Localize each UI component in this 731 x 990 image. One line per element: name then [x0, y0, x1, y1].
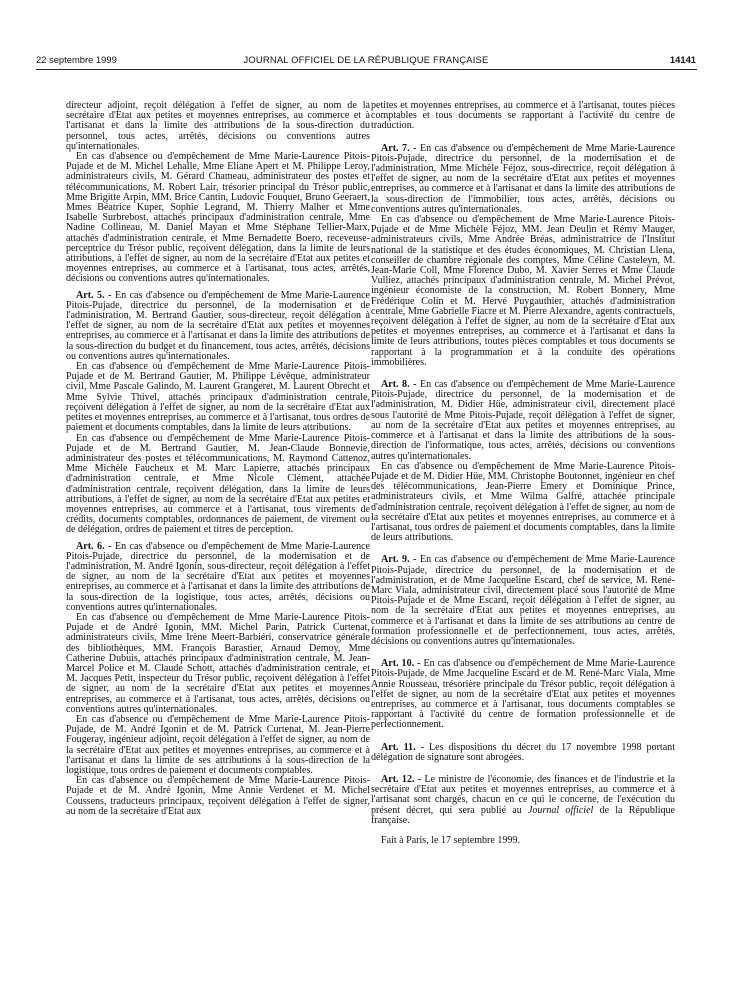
page-header: [36, 52, 696, 68]
signature-text: Fait à Paris, le 17 septembre 1999.: [381, 835, 520, 846]
journal-title: JOURNAL OFFICIEL DE LA RÉPUBLIQUE FRANÇAISE: [243, 54, 489, 65]
article-label: Art. 11. -: [381, 741, 424, 753]
left-column: [66, 101, 370, 817]
paragraph: [66, 715, 370, 776]
paragraph-text: petites et moyennes entreprises, au commerce et à l'artisanat, toutes pièces comptables et tous documents se rapportant à l'activité du centre de traduction.: [371, 100, 675, 132]
article: [66, 291, 370, 362]
article-text: Le ministre de l'économie, des finances et de l'industrie et la secrétaire d'Etat aux petites et moyennes entreprises, au commerce et à l'artisanat sont chargés, chacun en ce qui le concerne, de l'exécution du présent décret, qui sera publié au: [371, 773, 676, 816]
issue-date: 22 septembre 1999: [36, 54, 117, 65]
article: [66, 542, 370, 613]
article-text: En cas d'absence ou d'empêchement de Mme Marie-Laurence Pitois-Pujade, directrice du personnel, de la modernisation et de l'administration, M. Bertrand Gautier, sous-directeur, reçoit délégation à l'effet de signer, au nom de la secrétaire d'Etat aux petites et moyennes entreprises, au commerce et à l'artisanat et dans la limite des attributions de la sous-direction du budget et du financement, tous actes, arrêtés, décisions ou conventions autres qu'internationales.: [66, 289, 371, 362]
paragraph-text: En cas d'absence ou d'empêchement de Mme Marie-Laurence Pitois-Pujade et de M. Bertrand Gautier, M. Philippe Lévêque, administrateur civil, Mme Pascale Galindo, M. Laurent Grangeret, M. Laurent Obrecht et Mme Sylvie Thivel, attachés principaux d'administration centrale, reçoivent délégation à l'effet de signer, au nom de la secrétaire d'Etat aux petites et moyennes entreprises, au commerce et à l'artisanat, tous ordres de paiement et documents comptables, dans la limite de leurs attributions.: [66, 361, 370, 434]
article-text: En cas d'absence ou d'empêchement de Mme Marie-Laurence Pitois-Pujade, directrice du personnel, de la modernisation et de l'administration, et de Mme Jacqueline Escard, chef de service, M. René-Marc Viala, administrateur civil, directement placé sous l'autorité de Mme Pitois-Pujade et de Mme Escard, reçoit délégation à l'effet de signer, au nom de la secrétaire d'Etat aux petites et moyennes entreprises, au commerce et à l'artisanat et dans la limite de ses attributions au centre de formation professionnelle et de perfectionnement, tous actes, arrêtés, décisions ou conventions autres qu'internationales.: [371, 554, 676, 647]
paragraph: [66, 613, 370, 715]
article-text: En cas d'absence ou d'empêchement de Mme Marie-Laurence Pitois-Pujade, directrice du personnel, de la modernisation et de l'administration, Mme Michèle Féjoz, sous-directrice, reçoit délégation à l'effet de signer, au nom de la secrétaire d'Etat aux petites et moyennes entreprises, au commerce et à l'artisanat et dans la limite des attributions de la sous-direction de l'immobilier, tous actes, arrêtés, décisions ou conventions autres qu'internationales.: [371, 142, 676, 215]
article-label: Art. 9. -: [381, 554, 417, 566]
signature-line: [371, 836, 675, 846]
paragraph-text: En cas d'absence ou d'empêchement de Mme Marie-Laurence Pitois-Pujade et de M. André Igonin, Mme Annie Verdenet et M. Michel Coussens, traducteurs principaux, reçoivent délégation à l'effet de signer, au nom de la secrétaire d'Etat aux: [66, 775, 370, 817]
article-label: Art. 10. -: [381, 658, 421, 670]
paragraph: [66, 362, 370, 433]
paragraph-text: En cas d'absence ou d'empêchement de Mme Marie-Laurence Pitois-Pujade et de André Igonin, MM. Michel Parin, Patrick Curtenat, administrateurs civils, Mme Irène Meert-Barbiéri, conservatrice générale des bibliothèques, MM. François Barastier, Arnaud Demoy, Mme Catherine Dubuis, attachés principaux d'administration centrale, M. Jean-Marcel Police et M. Claude Schott, attachés d'administration centrale, et M. Jacques Petit, inspecteur du Trésor public, reçoivent délégation à l'effet de signer, au nom de la secrétaire d'Etat aux petites et moyennes entreprises, au commerce et à l'artisanat, tous actes, arrêtés, décisions ou conventions autres qu'internationales.: [66, 611, 370, 715]
article-label: Art. 7. -: [381, 142, 417, 154]
right-column: [371, 101, 675, 846]
paragraph: [371, 215, 675, 368]
paragraph-text: En cas d'absence ou d'empêchement de Mme Marie-Laurence Pitois-Pujade, de M. André Igonin et de M. Patrick Curtenat, M. Jean-Pierre Fougeray, ingénieur adjoint, reçoit délégation à l'effet de signer, au nom de la secrétaire d'Etat aux petites et moyennes entreprises, au commerce et à l'artisanat et dans la limite de ses attributions à la sous-direction de la logistique, tous ordres de paiement et documents comptables.: [66, 713, 370, 776]
article-label: Art. 12. -: [381, 773, 422, 785]
paragraph-text: En cas d'absence ou d'empêchement de Mme Marie-Laurence Pitois-Pujade et de Mme Michèle Féjoz, MM. Jean Deulin et Rémy Mauger, administrateurs civils, Mme Andrée Bréas, administratrice de l'Institut national de la statistique et des études économiques, M. Christian Llena, conseiller de chambre régionale des comptes, Mme Céline Casteleyn, M. Jean-Marie Coll, Mme Florence Dubo, M. Xavier Serres et Mme Claude Vulliez, attachés principaux d'administration centrale, M. Michel Prévot, ingénieur économiste de la construction, M. Robert Bonnery, Mme Frédérique Colin et M. Hervé Puygauthier, attachés d'administration centrale, Mme Gabrielle Fiacre et M. Pierre Alexandre, agents contractuels, reçoivent délégation à l'effet de signer, au nom de la secrétaire d'Etat aux petites et moyennes entreprises, au commerce et à l'artisanat et dans la limite de leurs attributions, toutes pièces comptables et tous documents se rapportant à la programmation et à la conduite des opérations immobilières.: [371, 214, 675, 368]
article-text: En cas d'absence ou d'empêchement de Mme Marie-Laurence Pitois-Pujade, directrice du personnel, de la modernisation et de l'administration, M. André Igonin, sous-directeur, reçoit délégation à l'effet de signer, au nom de la secrétaire d'Etat aux petites et moyennes entreprises, au commerce et à l'artisanat et dans la limite des attributions de la sous-direction de la logistique, tous actes, arrêtés, décisions ou conventions autres qu'internationales.: [66, 540, 371, 613]
paragraph-text: directeur adjoint, reçoit délégation à l'effet de signer, au nom de la secrétaire d'Etat aux petites et moyennes entreprises, au commerce et à l'artisanat et dans la limite des attributions de la sous-direction du personnel, tous actes, arrêtés, décisions ou conventions autres qu'internationales.: [66, 100, 370, 152]
paragraph-text: En cas d'absence ou d'empêchement de Mme Marie-Laurence Pitois-Pujade et de M. Michel Lehalle, Mme Eliane Apert et M. Philippe Leroy, administrateurs civils, M. Gérard Chameau, administrateur des postes et télécommunications, M. Robert Lair, trésorier principal du Trésor public, Mme Brigitte Arpin, MM. Brice Cantin, Ludovic Fouquet, Bruno Geeraert, Mmes Béatrice Kuper, Sophie Legrand, M. Thierry Malher et Mme Isabelle Surbrebost, attachés principaux d'administration centrale, Mme Nadine Collineau, M. Daniel Mayan et Mme Stéphane Tellier-Marx, attachés d'administration centrale, et Mme Bernadette Boero, receveuse-perceptrice du Trésor public, reçoivent délégation, dans la limite de leurs attributions, à l'effet de signer, au nom de la secrétaire d'Etat aux petites et moyennes entreprises, au commerce et à l'artisanat, tous actes, arrêtés, décisions ou conventions autres qu'internationales.: [66, 151, 370, 285]
paragraph-text: En cas d'absence ou d'empêchement de Mme Marie-Laurence Pitois-Pujade et de M. Didier Hüe, MM. Christophe Boutonnet, ingénieur en chef des télécommunications, Jean-Pierre Emery et Dominique Prince, administrateurs civils, et Mme Wilma Galfré, attachée principale d'administration centrale, reçoivent délégation à l'effet de signer, au nom de la secrétaire d'Etat aux petites et moyennes entreprises, au commerce et à l'artisanat, tous ordres de paiement et documents comptables, dans la limite de leurs attributions.: [371, 460, 675, 544]
paragraph: [371, 462, 675, 544]
paragraph: [66, 776, 370, 817]
article-text-end: de la République française.: [371, 804, 676, 826]
header-rule: [36, 69, 697, 70]
continued-paragraph: [66, 101, 370, 152]
journal-name: Journal officiel: [527, 804, 594, 816]
paragraph: [66, 152, 370, 285]
paragraph: [66, 434, 370, 536]
article-text: Les dispositions du décret du 17 novembre 1998 portant délégation de signature sont abrogées.: [371, 741, 675, 763]
article: [371, 659, 675, 730]
paragraph-text: En cas d'absence ou d'empêchement de Mme Marie-Laurence Pitois-Pujade et de M. Bertrand Gautier, M. Jean-Claude Bonnevie, administrateur des postes et télécommunications, M. Raymond Cattenoz, Mme Michèle Faucheux et M. Marc Lapierre, attachés principaux d'administration centrale, et Mme Nicole Clément, attachée d'administration centrale, reçoivent délégation, dans la limite de leurs attributions, à l'effet de signer, au nom de la secrétaire d'Etat aux petites et moyennes entreprises, au commerce et à l'artisanat, tous virements de crédits, documents comptables, ordonnances de paiement, de virement ou de délégation, ordres de paiement et titres de perception.: [66, 432, 370, 536]
article: [371, 144, 675, 215]
article-label: Art. 5. -: [76, 289, 112, 301]
article-text: En cas d'absence ou d'empêchement de Mme Marie-Laurence Pitois-Pujade, de Mme Jacqueline Escard et de M. René-Marc Viala, Mme Annie Rousseau, trésorière principale du Trésor public, reçoit délégation à l'effet de signer, au nom de la secrétaire d'Etat aux petites et moyennes entreprises, au commerce et à l'artisanat, tous documents comptables se rapportant à l'activité du centre de formation professionnelle et de perfectionnement.: [371, 658, 675, 731]
page-number: 14141: [669, 54, 696, 65]
article-text: En cas d'absence ou d'empêchement de Mme Marie-Laurence Pitois-Pujade, directrice du personnel, de la modernisation et de l'administration, M. Didier Hüe, administrateur civil, directement placé sous l'autorité de Mme Pitois-Pujade, reçoit délégation à l'effet de signer, au nom de la secrétaire d'Etat aux petites et moyennes entreprises, au commerce et à l'artisanat et dans la limite des attributions de la sous-direction de l'informatique, tous actes, arrêtés, décisions ou conventions autres qu'internationales.: [371, 379, 676, 462]
article-label: Art. 8. -: [381, 379, 417, 391]
article: [371, 555, 675, 647]
article: [371, 380, 675, 462]
article-label: Art. 6. -: [76, 540, 112, 552]
article: [371, 775, 675, 826]
continued-paragraph: [371, 101, 675, 132]
article: [371, 743, 675, 763]
